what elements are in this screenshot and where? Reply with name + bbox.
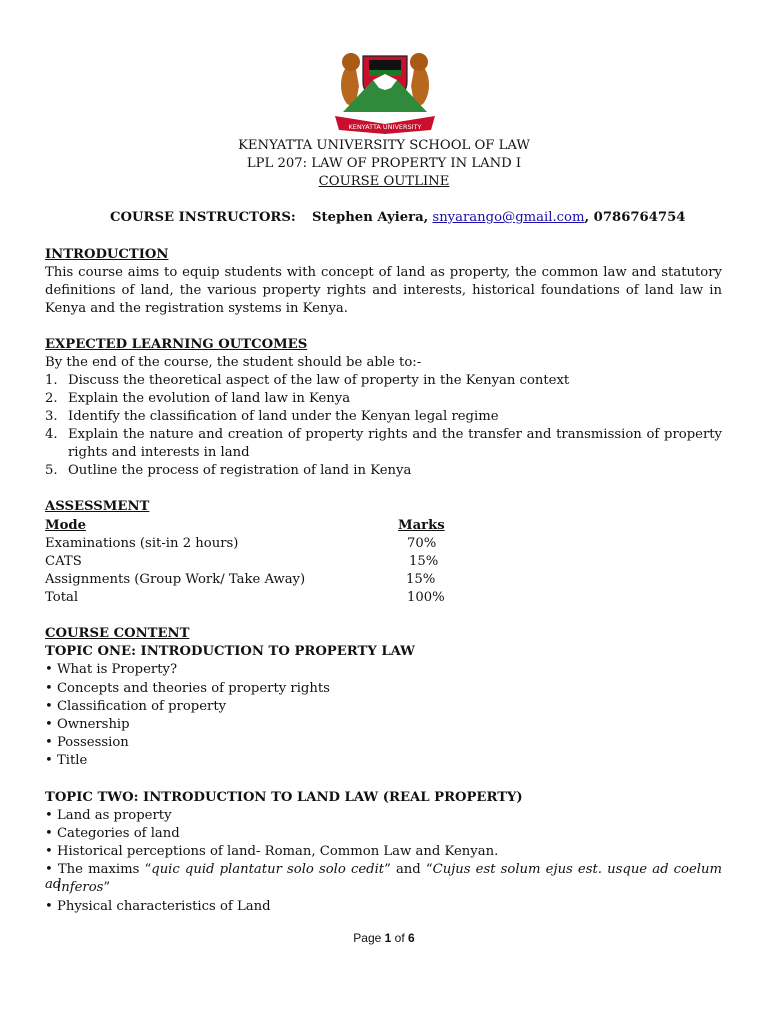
- logo-banner-text: KENYATTA UNIVERSITY: [348, 123, 422, 131]
- university-title: KENYATTA UNIVERSITY SCHOOL OF LAW: [238, 138, 530, 153]
- document-title: COURSE OUTLINE: [318, 174, 450, 189]
- assessment-marks: 15%: [406, 572, 436, 587]
- introduction-line: This course aims to equip students with concept of land as property, the common law and statutory: [45, 265, 722, 280]
- outcome-number: 5.: [45, 463, 58, 478]
- page-word: Page: [353, 931, 385, 945]
- introduction-line: Kenya and the registration systems in Kenya.: [45, 301, 348, 316]
- instructors-line: [110, 210, 685, 225]
- outcome-number: 3.: [45, 409, 58, 424]
- outcome-text: Outline the process of registration of land in Kenya: [68, 463, 412, 478]
- outcome-text: Explain the evolution of land law in Kenya: [68, 391, 351, 406]
- outcome-text: Discuss the theoretical aspect of the law of property in the Kenyan context: [68, 373, 570, 388]
- assessment-marks: 15%: [409, 554, 439, 569]
- assessment-mode: Examinations (sit-in 2 hours): [45, 536, 239, 551]
- topic-one-title: TOPIC ONE: INTRODUCTION TO PROPERTY LAW: [45, 644, 415, 659]
- list-item: • Classification of property: [45, 699, 227, 714]
- topic-two-title: TOPIC TWO: INTRODUCTION TO LAND LAW (REAL PROPERTY): [45, 790, 523, 805]
- instructor-name: Stephen Ayiera,: [311, 210, 429, 225]
- assessment-mode: CATS: [45, 554, 82, 569]
- list-item: • Physical characteristics of Land: [45, 899, 271, 914]
- maxims-connector: ” and “: [384, 862, 433, 877]
- list-item: • Historical perceptions of land- Roman, Common Law and Kenyan.: [45, 844, 499, 859]
- assessment-marks-header: Marks: [398, 518, 445, 533]
- list-item: • Land as property: [45, 808, 172, 823]
- list-item: • Ownership: [45, 717, 130, 732]
- maxims-list-item: [45, 862, 722, 892]
- instructor-email-link[interactable]: snyarango@gmail.com: [432, 210, 585, 225]
- maxims-prefix: • The maxims “: [45, 862, 152, 877]
- page-current: 1: [384, 931, 392, 945]
- page-of-word: of: [391, 931, 409, 945]
- instructors-label: COURSE INSTRUCTORS:: [110, 210, 296, 225]
- maxims-close-quote: ”: [103, 880, 111, 895]
- list-item: • Concepts and theories of property rights: [45, 681, 330, 696]
- list-item: • Title: [45, 753, 88, 768]
- maxim-two: Cujus est solum ejus est. usque ad coelum ad: [45, 862, 722, 892]
- course-code: LPL 207: LAW OF PROPERTY IN LAND I: [246, 156, 522, 171]
- outcome-text-continued: rights and interests in land: [68, 445, 250, 460]
- assessment-marks: 100%: [407, 590, 445, 605]
- university-crest-logo: [329, 46, 441, 134]
- maxim-two-continued-line: [57, 880, 110, 895]
- outcome-number: 1.: [45, 373, 58, 388]
- outcome-number: 2.: [45, 391, 58, 406]
- list-item: • Categories of land: [45, 826, 180, 841]
- instructor-phone: , 0786764754: [584, 210, 686, 225]
- list-item: • What is Property?: [45, 662, 178, 677]
- introduction-heading: INTRODUCTION: [45, 247, 169, 262]
- outcome-number: 4.: [45, 427, 58, 442]
- page-number: [0, 931, 768, 945]
- outcome-text: Explain the nature and creation of property rights and the transfer and transmission of property: [68, 427, 722, 442]
- page-total: 6: [408, 931, 415, 945]
- maxim-two-continued: inferos: [57, 880, 104, 895]
- outcomes-heading: EXPECTED LEARNING OUTCOMES: [45, 337, 308, 352]
- assessment-mode: Total: [45, 590, 79, 605]
- assessment-marks: 70%: [407, 536, 437, 551]
- list-item: • Possession: [45, 735, 129, 750]
- outcome-text: Identify the classification of land under the Kenyan legal regime: [68, 409, 499, 424]
- outcomes-lead: By the end of the course, the student should be able to:-: [45, 355, 422, 370]
- introduction-line: definitions of land, the various property rights and interests, historical foundations of land law in: [45, 283, 722, 298]
- maxim-one: quic quid plantatur solo solo cedit: [151, 862, 385, 877]
- assessment-heading: ASSESSMENT: [45, 499, 150, 514]
- course-content-heading: COURSE CONTENT: [45, 626, 190, 641]
- assessment-mode-header: Mode: [45, 518, 87, 533]
- assessment-mode: Assignments (Group Work/ Take Away): [45, 572, 306, 587]
